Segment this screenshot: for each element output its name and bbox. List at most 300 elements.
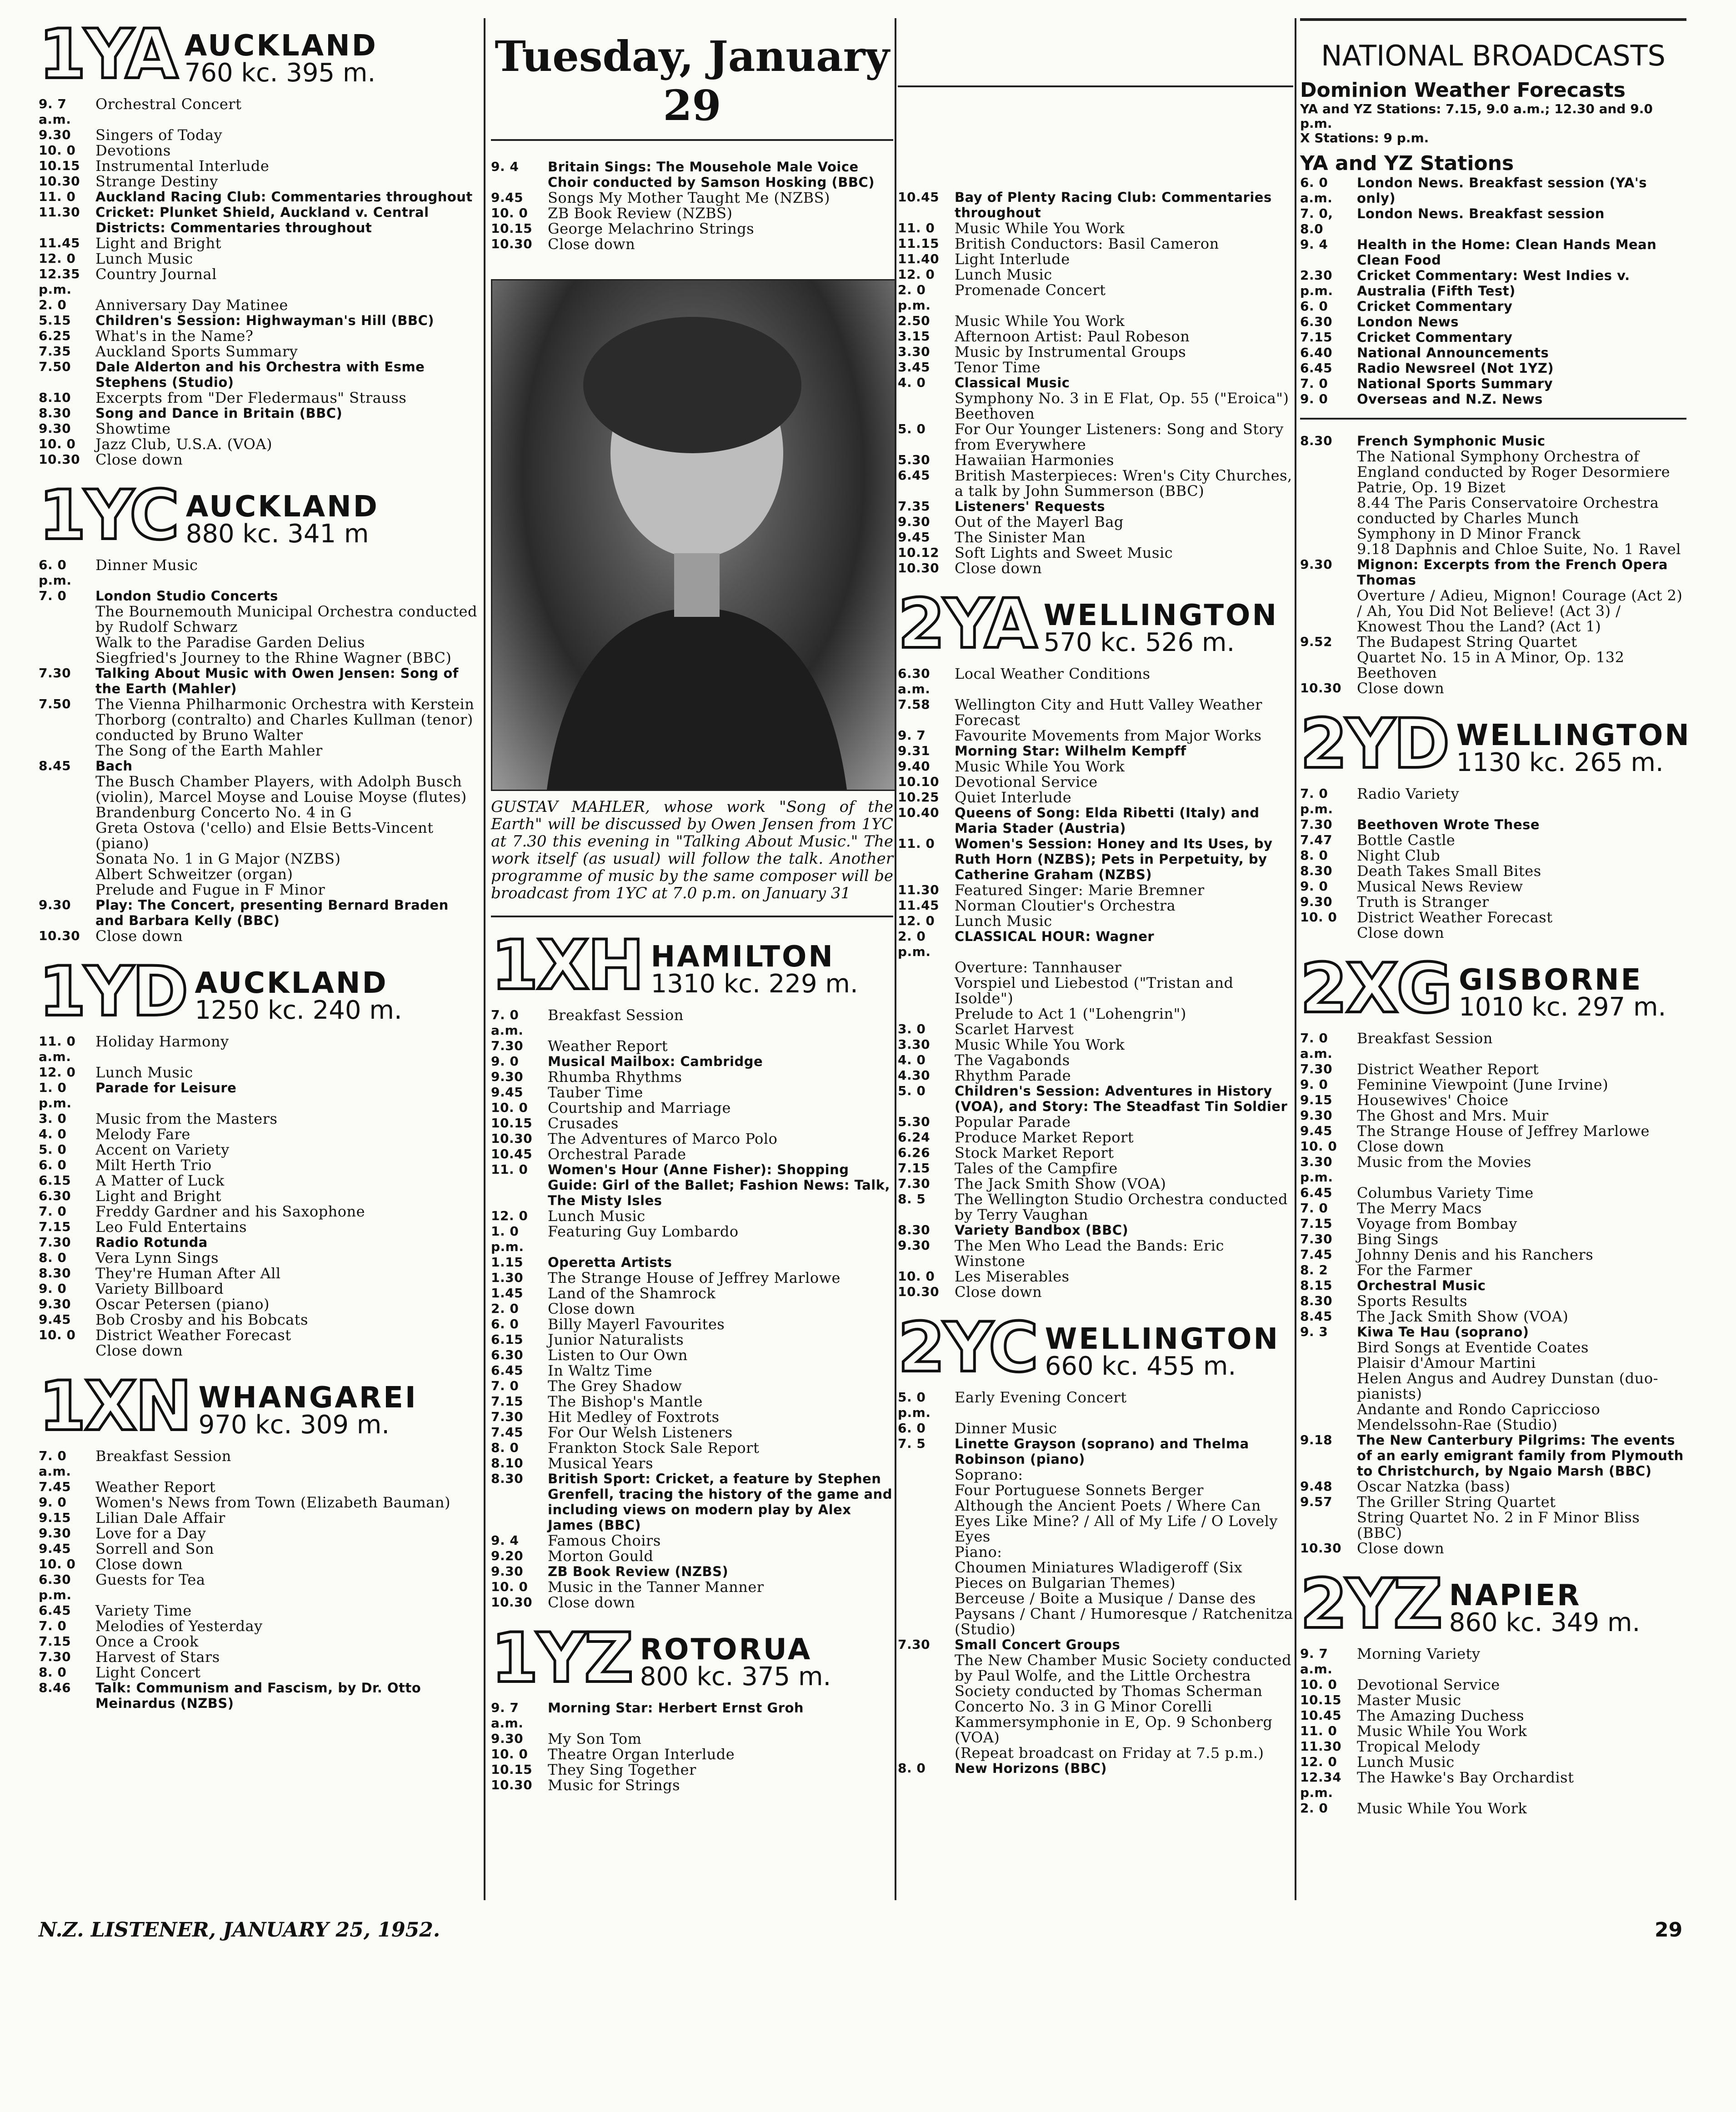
programme-time: 7.15: [39, 1634, 71, 1649]
programme-time: [39, 866, 95, 882]
programme-time: 10. 0: [1300, 1139, 1337, 1154]
programme-title: Vorspiel und Liebestod ("Tristan and Isolde"): [955, 974, 1234, 1007]
programme-title: Music While You Work: [955, 1036, 1125, 1053]
programme-entry: [39, 1572, 480, 1603]
programme-title: Musical Mailbox: Cambridge: [548, 1054, 763, 1069]
programme-title: Famous Choirs: [548, 1532, 661, 1549]
programme-time: 9.30: [39, 421, 71, 436]
programme-time: 7. 0 a.m.: [39, 1448, 71, 1479]
programme-entry: [898, 390, 1293, 421]
programme-entry: [39, 805, 480, 820]
programme-time: 6.24: [898, 1130, 931, 1145]
programme-time: 10.30: [39, 452, 80, 467]
programme-entry: [898, 759, 1293, 774]
programme-time: 10. 0: [39, 436, 76, 451]
programme-time: 6.45: [39, 1603, 71, 1618]
programme-title: Women's News from Town (Elizabeth Bauman): [95, 1494, 450, 1511]
schedule-1yc: [39, 557, 480, 944]
programme-time: [898, 1498, 955, 1544]
programme-entry: [1300, 1092, 1686, 1108]
programme-title: District Weather Forecast: [1357, 909, 1553, 926]
page-title: Tuesday, January 29: [491, 32, 893, 141]
programme-title: Quartet No. 15 in A Minor, Op. 132 Beethoven: [1357, 649, 1625, 681]
programme-entry: [491, 1363, 893, 1378]
programme-title: The Hawke's Bay Orchardist: [1357, 1769, 1574, 1786]
station-frequency: 570 kc. 526 m.: [1043, 628, 1235, 657]
programme-time: 8.30: [1300, 433, 1333, 448]
programme-time: 9. 7 a.m.: [1300, 1646, 1333, 1677]
programme-title: Berceuse / Boite a Musique / Danse des Paysans / Chant / Humoresque / Ratchenitza (Studio): [955, 1590, 1293, 1638]
programme-title: Overture: Tannhauser: [955, 959, 1122, 976]
programme-time: 11. 0: [898, 220, 935, 235]
programme-entry: [1300, 1278, 1686, 1293]
programme-title: Voyage from Bombay: [1357, 1215, 1517, 1232]
station-frequency: 800 kc. 375 m.: [640, 1662, 831, 1692]
programme-entry: [1300, 1061, 1686, 1077]
programme-title: Close down: [95, 927, 183, 945]
programme-title: Tauber Time: [548, 1084, 643, 1101]
programme-title: Weather Report: [548, 1037, 668, 1055]
programme-time: 7.45: [39, 1479, 71, 1494]
programme-time: 10.12: [898, 545, 940, 560]
national-entry: [1300, 237, 1686, 268]
programme-title: Musical Years: [548, 1455, 654, 1472]
programme-time: 10.45: [1300, 1708, 1342, 1723]
programme-entry: [491, 1440, 893, 1456]
programme-time: 10.10: [898, 774, 940, 789]
programme-entry: [898, 960, 1293, 975]
programme-entry: [39, 758, 480, 774]
programme-title: Tenor Time: [955, 359, 1041, 376]
programme-title: Devotional Service: [1357, 1676, 1500, 1693]
programme-title: Radio Newsreel (Not 1YZ): [1357, 360, 1554, 376]
programme-title: Cricket: Plunket Shield, Auckland v. Central Districts: Commentaries throughout: [95, 205, 429, 235]
programme-entry: [39, 1665, 480, 1680]
programme-entry: [491, 1548, 893, 1564]
programme-title: Cricket Commentary: [1357, 330, 1513, 345]
programme-time: 7.15: [491, 1394, 524, 1409]
schedule-2yc: [898, 1390, 1293, 1776]
programme-time: 7.47: [1300, 832, 1333, 847]
programme-time: 7.15: [39, 1219, 71, 1234]
programme-time: [1300, 588, 1357, 634]
programme-title: British Masterpieces: Wren's City Churches, a talk by John Summerson (BBC): [955, 467, 1292, 500]
programme-title: The Song of the Earth Mahler: [95, 742, 323, 759]
programme-time: 1. 0 p.m.: [491, 1224, 524, 1254]
programme-title: Cricket Commentary: [1357, 299, 1513, 314]
programme-title: New Horizons (BBC): [955, 1761, 1107, 1776]
programme-title: Death Takes Small Bites: [1357, 862, 1541, 880]
programme-time: 12. 0: [39, 1065, 76, 1080]
programme-entry: [39, 1266, 480, 1281]
programme-entry: [1300, 1262, 1686, 1278]
programme-time: 8.46: [39, 1680, 71, 1695]
programme-time: [898, 1652, 955, 1699]
programme-title: The Sinister Man: [955, 529, 1086, 546]
programme-time: 1.45: [491, 1286, 524, 1301]
programme-entry: [39, 1510, 480, 1526]
programme-title: Albert Schweitzer (organ): [95, 866, 293, 883]
programme-time: [1300, 1371, 1357, 1401]
programme-title: Early Evening Concert: [955, 1389, 1127, 1406]
programme-title: Four Portuguese Sonnets Berger: [955, 1481, 1204, 1499]
programme-time: 10. 0: [1300, 910, 1337, 925]
programme-title: Weather Report: [95, 1478, 216, 1496]
programme-time: [898, 1745, 955, 1761]
programme-title: Vera Lynn Sings: [95, 1249, 219, 1266]
schedule-2yz: [1300, 1646, 1686, 1816]
programme-entry: [39, 1448, 480, 1479]
programme-title: Radio Rotunda: [95, 1235, 208, 1250]
programme-entry: [39, 1204, 480, 1219]
programme-time: [1300, 495, 1357, 526]
programme-time: 7.15: [1300, 1216, 1333, 1231]
footer-publication: N.Z. LISTENER, JANUARY 25, 1952.: [39, 1918, 440, 1942]
photo-caption: GUSTAV MAHLER, whose work "Song of the Earth" will be discussed by Owen Jensen from 1YC at 7.30 this evening in "Talking About Music." The work itself (as usual) will follow the talk. Another programme of music by the same composer will be broadcast from 1YC at 7.0 p.m. on January 31: [491, 798, 893, 917]
programme-entry: [1300, 1139, 1686, 1154]
programme-entry: [39, 1126, 480, 1142]
programme-entry: [39, 421, 480, 436]
programme-time: 8. 0: [898, 1761, 926, 1776]
programme-title: Women's Session: Honey and Its Uses, by Ruth Horn (NZBS); Pets in Perpetuity, by Catherine Graham (NZBS): [955, 836, 1273, 882]
portrait-photo: [491, 279, 896, 791]
programme-time: 6.45: [491, 1363, 524, 1378]
programme-title: They Sing Together: [548, 1761, 696, 1778]
programme-title: Junior Naturalists: [548, 1331, 684, 1348]
programme-time: 7. 0: [491, 1378, 519, 1393]
programme-title: Local Weather Conditions: [955, 665, 1151, 682]
programme-entry: [898, 1745, 1293, 1761]
programme-entry: [898, 1021, 1293, 1037]
programme-time: 5.30: [898, 1114, 931, 1129]
programme-title: Symphony in D Minor Franck: [1357, 525, 1581, 542]
programme-title: Melody Fare: [95, 1126, 190, 1143]
programme-time: 6.45: [1300, 360, 1333, 375]
programme-title: Accent on Variety: [95, 1141, 230, 1158]
station-frequency: 860 kc. 349 m.: [1449, 1608, 1641, 1637]
programme-time: 8.10: [39, 390, 71, 405]
schedule-1xn: [39, 1448, 480, 1711]
programme-title: Plaisir d'Amour Martini: [1357, 1354, 1536, 1371]
programme-time: 9.31: [898, 743, 931, 758]
programme-entry: [1300, 863, 1686, 879]
programme-title: The Grey Shadow: [548, 1377, 682, 1395]
programme-title: The Ghost and Mrs. Muir: [1357, 1107, 1549, 1124]
programme-time: 9. 0: [1300, 879, 1328, 894]
programme-time: 10. 0: [491, 1100, 528, 1115]
programme-entry: [1300, 879, 1686, 894]
programme-time: 6.45: [1300, 1185, 1333, 1200]
programme-time: 10.15: [491, 1116, 533, 1131]
programme-title: Morning Variety: [1357, 1645, 1481, 1662]
programme-title: British Sport: Cricket, a feature by Stephen Grenfell, tracing the history of the game and including views on modern play by Alex James (BBC): [548, 1471, 892, 1533]
programme-title: Leo Fuld Entertains: [95, 1218, 247, 1236]
programme-entry: [898, 836, 1293, 882]
programme-time: 11.45: [39, 235, 80, 250]
programme-title: Norman Cloutier's Orchestra: [955, 897, 1176, 914]
programme-entry: [39, 1065, 480, 1080]
programme-title: Music from the Masters: [95, 1110, 278, 1127]
national-entry: [1300, 360, 1686, 376]
programme-time: 10.30: [898, 561, 940, 576]
programme-entry: [39, 1188, 480, 1204]
programme-title: The Adventures of Marco Polo: [548, 1130, 778, 1147]
programme-time: 10. 0: [491, 1579, 528, 1594]
programme-entry: [491, 1162, 893, 1208]
programme-title: Sorrell and Son: [95, 1540, 214, 1557]
programme-entry: [39, 588, 480, 604]
programme-title: The Strange House of Jeffrey Marlowe: [548, 1269, 840, 1286]
programme-time: 11.30: [898, 882, 940, 897]
programme-title: Siegfried's Journey to the Rhine Wagner (BBC): [95, 649, 452, 666]
programme-time: 10.15: [39, 158, 80, 173]
programme-title: 8.44 The Paris Conservatoire Orchestra conducted by Charles Munch: [1357, 494, 1659, 527]
programme-time: 6.30 a.m.: [898, 666, 931, 696]
station-city: AUCKLAND: [195, 966, 388, 1000]
weather-line: X Stations: 9 p.m.: [1300, 130, 1429, 145]
programme-time: 12. 0: [39, 251, 76, 266]
programme-entry: [491, 1347, 893, 1363]
programme-entry: [1300, 1770, 1686, 1801]
programme-title: Hawaiian Harmonies: [955, 451, 1114, 469]
station-logo: 1YC: [39, 476, 178, 555]
programme-entry: [898, 1482, 1293, 1498]
programme-entry: [491, 1471, 893, 1533]
programme-entry: [898, 1498, 1293, 1544]
programme-title: The Griller String Quartet: [1357, 1493, 1556, 1511]
programme-title: Melodies of Yesterday: [95, 1617, 263, 1635]
programme-time: 9.30: [898, 514, 931, 529]
programme-time: 9. 0: [1300, 391, 1328, 406]
programme-title: The National Symphony Orchestra of England conducted by Roger Desormiere: [1357, 448, 1671, 480]
programme-entry: [491, 1038, 893, 1054]
programme-entry: [1300, 817, 1686, 832]
programme-entry: [1300, 1324, 1686, 1340]
programme-time: 10. 0: [491, 205, 528, 220]
programme-entry: [491, 1316, 893, 1332]
programme-entry: [39, 297, 480, 313]
programme-time: [39, 882, 95, 897]
programme-time: 10. 0: [898, 1269, 935, 1284]
programme-entry: [1300, 433, 1686, 449]
programme-title: The Vagabonds: [955, 1051, 1070, 1069]
weather-forecasts-heading: Dominion Weather Forecasts: [1300, 79, 1626, 102]
station-header-2yd: [1300, 705, 1691, 784]
programme-title: Devotional Service: [955, 773, 1098, 791]
programme-title: Kiwa Te Hau (soprano): [1357, 1324, 1529, 1340]
programme-entry: [39, 1541, 480, 1556]
programme-time: 2. 0 p.m.: [898, 929, 931, 959]
programme-entry: [39, 820, 480, 851]
programme-time: 7.30: [491, 1038, 524, 1053]
programme-time: 6. 0: [39, 1157, 67, 1172]
programme-entry: [1300, 480, 1686, 495]
programme-title: Love for a Day: [95, 1525, 206, 1542]
programme-time: 7. 0: [39, 1618, 67, 1633]
programme-time: 11. 0: [898, 836, 935, 851]
programme-time: [898, 1482, 955, 1498]
programme-entry: [1300, 681, 1686, 696]
programme-entry: [1300, 1185, 1686, 1201]
programme-time: 2. 0: [491, 1301, 519, 1316]
programme-title: Singers of Today: [95, 126, 223, 144]
programme-title: Variety Bandbox (BBC): [955, 1222, 1129, 1238]
programme-time: 9.45: [1300, 1123, 1333, 1138]
programme-time: 6.40: [1300, 345, 1333, 360]
programme-title: Linette Grayson (soprano) and Thelma Robinson (piano): [955, 1436, 1249, 1467]
programme-time: 7.30: [898, 1176, 931, 1191]
programme-time: 12. 0: [1300, 1754, 1337, 1769]
programme-title: Theatre Organ Interlude: [548, 1746, 735, 1763]
programme-time: 7.35: [39, 344, 71, 359]
programme-title: Morning Star: Wilhelm Kempff: [955, 743, 1186, 759]
programme-time: 10.30: [1300, 681, 1342, 696]
programme-time: [898, 975, 955, 1006]
programme-entry: [491, 1224, 893, 1255]
programme-title: The Bournemouth Municipal Orchestra conducted by Rudolf Schwarz: [95, 603, 477, 636]
programme-entry: [491, 1116, 893, 1131]
programme-time: 3.45: [898, 360, 931, 375]
programme-title: Columbus Variety Time: [1357, 1184, 1534, 1201]
programme-title: Dinner Music: [955, 1420, 1057, 1437]
programme-time: 9.20: [491, 1548, 524, 1563]
programme-time: [39, 820, 95, 851]
programme-title: Piano:: [955, 1543, 1002, 1561]
programme-entry: [1300, 1754, 1686, 1770]
programme-entry: [898, 329, 1293, 344]
programme-title: Music by Instrumental Groups: [955, 343, 1186, 360]
programme-time: 12. 0: [898, 913, 935, 928]
programme-entry: [39, 158, 480, 174]
programme-title: London News: [1357, 314, 1459, 330]
programme-entry: [898, 882, 1293, 898]
station-logo: 2XG: [1300, 949, 1451, 1028]
programme-entry: [39, 1680, 480, 1711]
programme-title: Wellington City and Hutt Valley Weather Forecast: [955, 696, 1262, 729]
programme-time: 9.18: [1300, 1432, 1333, 1447]
programme-title: Kammersymphonie in E, Op. 9 Schonberg (VOA): [955, 1713, 1273, 1746]
national-entry: [1300, 314, 1686, 330]
programme-entry: [898, 975, 1293, 1006]
programme-entry: [1300, 1371, 1686, 1401]
programme-title: The Busch Chamber Players, with Adolph Busch (violin), Marcel Moyse and Louise Moyse (flutes): [95, 773, 467, 806]
programme-time: 9. 7 a.m.: [491, 1700, 524, 1731]
programme-title: District Weather Report: [1357, 1061, 1539, 1078]
programme-entry: [39, 1556, 480, 1572]
programme-time: 6.15: [39, 1173, 71, 1188]
programme-time: 2. 0: [39, 297, 67, 312]
programme-entry: [898, 530, 1293, 545]
programme-title: Small Concert Groups: [955, 1637, 1121, 1652]
programme-title: Choumen Miniatures Wladigeroff (Six Pieces on Bulgarian Themes): [955, 1559, 1243, 1592]
programme-title: Frankton Stock Sale Report: [548, 1439, 760, 1456]
column-rule: [1295, 18, 1296, 1900]
programme-time: 1.15: [491, 1255, 524, 1270]
programme-entry: [1300, 894, 1686, 910]
programme-time: 4. 0: [898, 1052, 926, 1067]
programme-time: 7.30: [898, 1637, 931, 1652]
programme-time: 10. 0: [1300, 1677, 1337, 1692]
programme-title: Close down: [1357, 924, 1445, 941]
programme-time: [898, 1006, 955, 1021]
programme-time: [39, 604, 95, 635]
programme-title: Close down: [95, 1342, 183, 1359]
programme-time: 6. 0: [491, 1316, 519, 1331]
programme-title: Parade for Leisure: [95, 1080, 237, 1096]
programme-title: Featured Singer: Marie Bremner: [955, 881, 1205, 899]
programme-entry: [39, 696, 480, 743]
programme-title: Stock Market Report: [955, 1144, 1114, 1161]
programme-title: Excerpts from "Der Fledermaus" Strauss: [95, 389, 407, 406]
station-city: ROTORUA: [640, 1633, 812, 1667]
programme-time: 9.15: [39, 1510, 71, 1525]
programme-title: Oscar Natzka (bass): [1357, 1478, 1511, 1495]
programme-entry: [39, 1219, 480, 1235]
programme-title: Close down: [95, 451, 183, 468]
programme-title: Soft Lights and Sweet Music: [955, 544, 1173, 561]
programme-entry: [39, 1173, 480, 1188]
programme-entry: [1300, 449, 1686, 480]
programme-entry: [1300, 1309, 1686, 1324]
programme-title: Overture / Adieu, Mignon! Courage (Act 2) / Ah, You Did Not Believe! (Act 3) / Knowest Thou the Land? (Act 1): [1357, 587, 1683, 635]
programme-entry: [1300, 1355, 1686, 1371]
programme-title: French Symphonic Music: [1357, 433, 1546, 449]
programme-entry: [1300, 1494, 1686, 1510]
programme-time: 7.30: [1300, 1061, 1333, 1076]
programme-title: Greta Ostova ('cello) and Elsie Betts-Vincent (piano): [95, 819, 434, 852]
programme-entry: [39, 1235, 480, 1250]
programme-title: Cricket Commentary: West Indies v. Australia (Fifth Test): [1357, 268, 1630, 299]
programme-title: Breakfast Session: [1357, 1030, 1493, 1047]
programme-entry: [1300, 526, 1686, 541]
programme-time: 10.30: [491, 1595, 533, 1610]
programme-time: 9. 4: [491, 1533, 519, 1548]
programme-title: Children's Session: Highwayman's Hill (BBC): [95, 313, 435, 328]
programme-entry: [898, 514, 1293, 530]
programme-time: 7.50: [39, 696, 71, 711]
programme-title: They're Human After All: [95, 1265, 281, 1282]
programme-time: 8.45: [39, 758, 71, 773]
programme-title: The Jack Smith Show (VOA): [1357, 1308, 1569, 1325]
programme-time: 10.15: [491, 1762, 533, 1777]
programme-title: Prelude and Fugue in F Minor: [95, 881, 325, 898]
programme-time: 9.15: [1300, 1092, 1333, 1107]
national-broadcasts-heading: NATIONAL BROADCASTS: [1300, 18, 1686, 72]
programme-title: Patrie, Op. 19 Bizet: [1357, 479, 1506, 496]
programme-time: 10.30: [491, 1131, 533, 1146]
programme-title: Night Club: [1357, 847, 1441, 864]
programme-time: 7. 5: [898, 1436, 926, 1451]
station-header-1yc: [39, 476, 480, 555]
programme-time: 10. 0: [491, 1747, 528, 1762]
programme-title: Anniversary Day Matinee: [95, 296, 288, 314]
programme-title: Favourite Movements from Major Works: [955, 727, 1262, 744]
programme-title: Children's Session: Adventures in History (VOA), and Story: The Steadfast Tin Soldier: [955, 1083, 1288, 1114]
programme-entry: [491, 1579, 893, 1595]
schedule-1ya: [39, 96, 480, 467]
programme-entry: [898, 468, 1293, 499]
programme-entry: [491, 1054, 893, 1069]
programme-time: 7. 0, 8.0: [1300, 206, 1333, 236]
programme-entry: [39, 344, 480, 359]
station-header-2yc: [898, 1308, 1293, 1387]
programme-entry: [898, 1714, 1293, 1745]
programme-time: 10. 0: [39, 1556, 76, 1571]
programme-time: [898, 1544, 955, 1560]
programme-title: Variety Time: [95, 1602, 192, 1619]
programme-title: Close down: [1357, 680, 1445, 697]
programme-time: 7. 0 p.m.: [1300, 786, 1333, 816]
